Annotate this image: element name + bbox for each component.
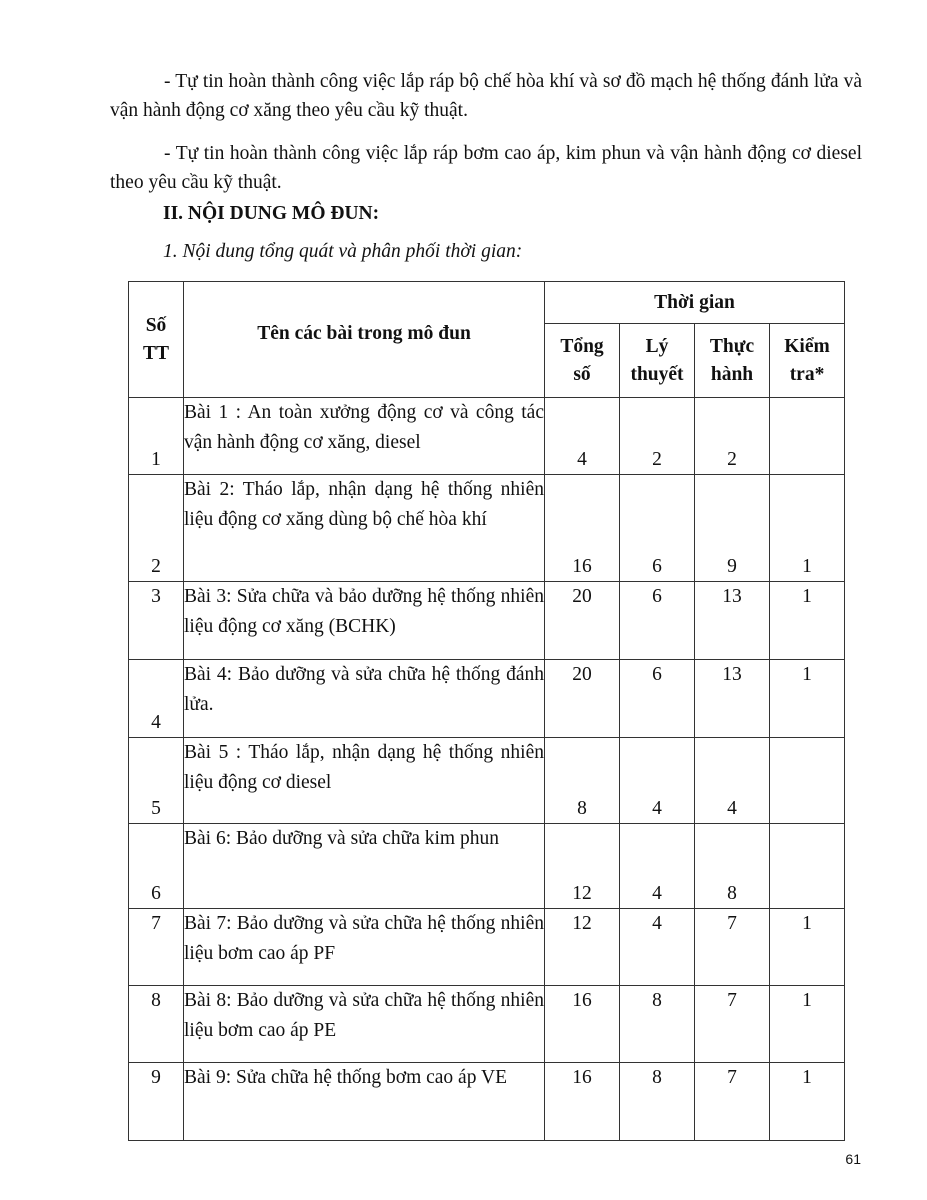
table-row [129, 1063, 845, 1141]
row-lesson-name: Bài 4: Bảo dưỡng và sửa chữa hệ thống đánh lửa. [184, 660, 545, 738]
row-stt: 7 [129, 909, 184, 986]
row-stt: 8 [129, 986, 184, 1063]
row-practice: 4 [695, 738, 770, 824]
row-stt: 4 [129, 660, 184, 738]
row-exam [770, 738, 845, 824]
row-total: 16 [545, 475, 620, 582]
row-total: 12 [545, 909, 620, 986]
module-time-table [128, 281, 845, 1141]
row-practice: 2 [695, 398, 770, 475]
row-exam: 1 [770, 660, 845, 738]
paragraph-confidence-petrol: - Tự tin hoàn thành công việc lắp ráp bộ chế hòa khí và sơ đồ mạch hệ thống đánh lửa và vận hành động cơ xăng theo yêu cầu kỹ thuật. [110, 71, 862, 121]
row-total: 20 [545, 582, 620, 660]
row-exam [770, 398, 845, 475]
section-heading: II. NỘI DUNG MÔ ĐUN: [163, 203, 380, 224]
header-time-group: Thời gian [545, 282, 845, 324]
row-stt: 6 [129, 824, 184, 909]
row-theory: 4 [620, 738, 695, 824]
row-theory: 6 [620, 660, 695, 738]
table-row [129, 660, 845, 738]
row-practice: 8 [695, 824, 770, 909]
row-practice: 13 [695, 660, 770, 738]
row-exam: 1 [770, 909, 845, 986]
row-total: 12 [545, 824, 620, 909]
row-theory: 8 [620, 1063, 695, 1141]
header-practice: Thực hành [695, 324, 770, 398]
header-stt: Số TT [129, 282, 184, 398]
table-row [129, 824, 845, 909]
row-stt: 1 [129, 398, 184, 475]
row-theory: 6 [620, 475, 695, 582]
row-lesson-name: Bài 8: Bảo dưỡng và sửa chữa hệ thống nhiên liệu bơm cao áp PE [184, 986, 545, 1063]
row-stt: 3 [129, 582, 184, 660]
row-theory: 4 [620, 909, 695, 986]
row-total: 8 [545, 738, 620, 824]
row-total: 4 [545, 398, 620, 475]
row-stt: 2 [129, 475, 184, 582]
table-row [129, 398, 845, 475]
row-practice: 7 [695, 1063, 770, 1141]
header-total: Tổng số [545, 324, 620, 398]
row-exam: 1 [770, 1063, 845, 1141]
table-row [129, 738, 845, 824]
row-total: 16 [545, 1063, 620, 1141]
row-practice: 13 [695, 582, 770, 660]
row-lesson-name: Bài 9: Sửa chữa hệ thống bơm cao áp VE [184, 1063, 545, 1141]
row-practice: 7 [695, 909, 770, 986]
row-practice: 7 [695, 986, 770, 1063]
header-lesson-name: Tên các bài trong mô đun [184, 282, 545, 398]
row-lesson-name: Bài 7: Bảo dưỡng và sửa chữa hệ thống nhiên liệu bơm cao áp PF [184, 909, 545, 986]
row-lesson-name: Bài 1 : An toàn xưởng động cơ và công tác vận hành động cơ xăng, diesel [184, 398, 545, 475]
row-stt: 9 [129, 1063, 184, 1141]
table-row [129, 986, 845, 1063]
table-row [129, 909, 845, 986]
row-theory: 8 [620, 986, 695, 1063]
row-theory: 6 [620, 582, 695, 660]
row-exam [770, 824, 845, 909]
row-exam: 1 [770, 475, 845, 582]
row-total: 20 [545, 660, 620, 738]
paragraph-confidence-diesel: - Tự tin hoàn thành công việc lắp ráp bơm cao áp, kim phun và vận hành động cơ diesel theo yêu cầu kỹ thuật. [110, 143, 862, 193]
table-row [129, 475, 845, 582]
header-exam: Kiểm tra* [770, 324, 845, 398]
row-exam: 1 [770, 582, 845, 660]
row-lesson-name: Bài 3: Sửa chữa và bảo dưỡng hệ thống nhiên liệu động cơ xăng (BCHK) [184, 582, 545, 660]
row-exam: 1 [770, 986, 845, 1063]
row-stt: 5 [129, 738, 184, 824]
row-theory: 2 [620, 398, 695, 475]
row-total: 16 [545, 986, 620, 1063]
row-practice: 9 [695, 475, 770, 582]
table-row [129, 582, 845, 660]
row-lesson-name: Bài 5 : Tháo lắp, nhận dạng hệ thống nhiên liệu động cơ diesel [184, 738, 545, 824]
subsection-heading: 1. Nội dung tổng quát và phân phối thời gian: [163, 241, 523, 262]
page-number: 61 [845, 1151, 861, 1167]
row-theory: 4 [620, 824, 695, 909]
row-lesson-name: Bài 2: Tháo lắp, nhận dạng hệ thống nhiên liệu động cơ xăng dùng bộ chế hòa khí [184, 475, 545, 582]
row-lesson-name: Bài 6: Bảo dưỡng và sửa chữa kim phun [184, 824, 545, 909]
header-theory: Lý thuyết [620, 324, 695, 398]
